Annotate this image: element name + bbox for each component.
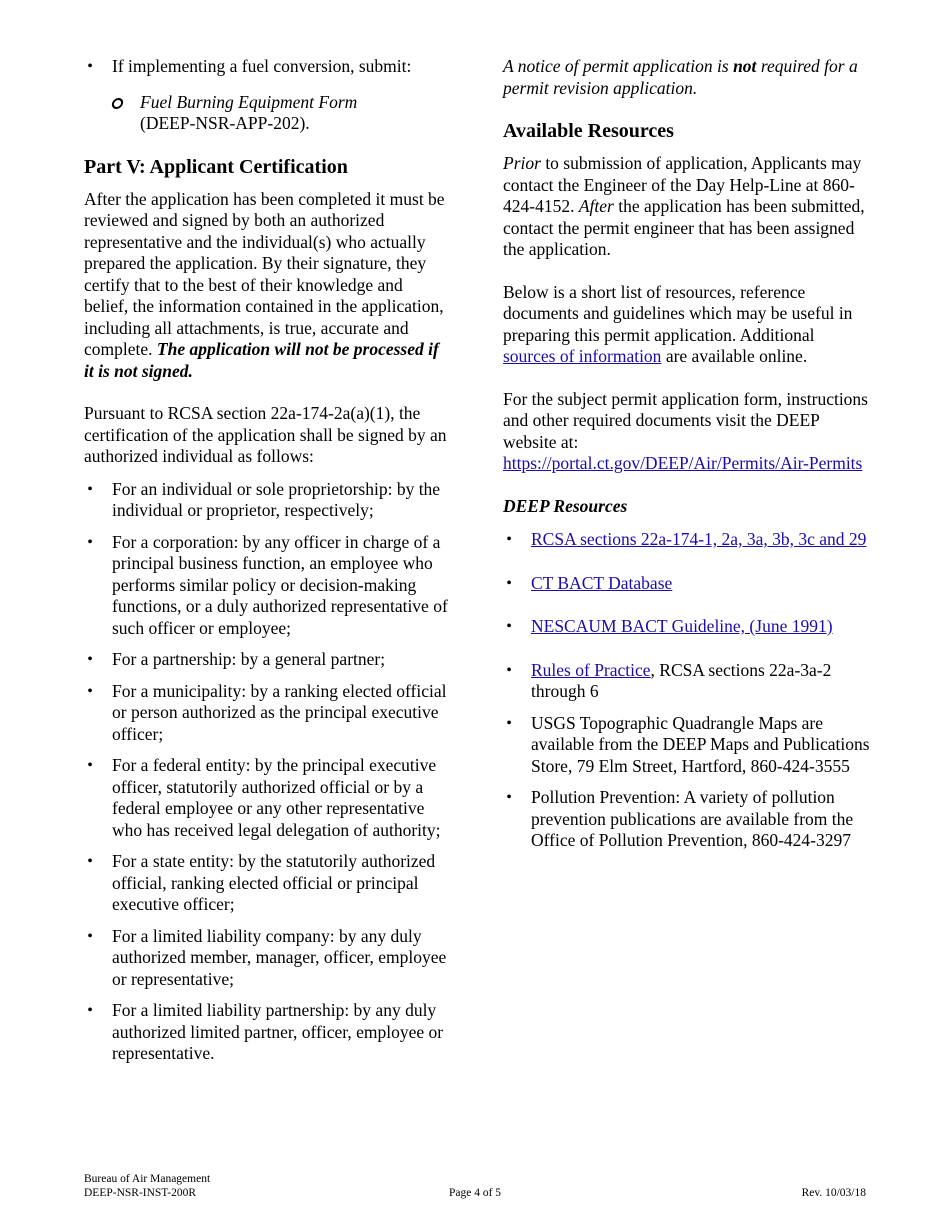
- resource-item: • Pollution Prevention: A variety of pollution prevention publications are available from the Office of Pollution Prevention, 860-424-3297: [503, 787, 871, 852]
- signer-item: • For a corporation: by any officer in charge of a principal business function, an employee who performs similar policy or decision-making functions, or a duly authorized representative of such officer or employee;: [84, 532, 449, 640]
- resource-item: • USGS Topographic Quadrangle Maps are available from the DEEP Maps and Publications Store, 79 Elm Street, Hartford, 860-424-3555: [503, 713, 871, 778]
- cert-warning: The application will not be processed if it is not signed.: [84, 339, 439, 381]
- nescaum-bact-link[interactable]: NESCAUM BACT Guideline, (June 1991): [531, 616, 833, 636]
- notice-paragraph: A notice of permit application is not required for a permit revision application.: [503, 56, 858, 98]
- deep-resources-heading: DEEP Resources: [503, 495, 628, 516]
- signer-item: • For a partnership: by a general partner;: [84, 649, 449, 671]
- bullet-icon: •: [87, 927, 93, 945]
- bullet-icon: •: [87, 651, 93, 668]
- hollow-bullet-icon: [111, 98, 124, 109]
- bullet-icon: •: [87, 58, 93, 75]
- bullet-icon: •: [87, 853, 93, 870]
- certification-paragraph: [84, 189, 449, 383]
- cert-text: After the application has been completed it must be reviewed and signed by both an authorized representative and the individual(s) who actually prepared the application. By their signature, they certify that to the best of their knowledge and belief, the information contained in the application, including all attachments, is true, accurate and complete.: [84, 188, 445, 359]
- signer-item: • For a federal entity: by the principal executive officer, statutorily authorized official or by a federal employee or any other representative who has received legal delegation of authority;: [84, 755, 449, 841]
- left-column: [84, 56, 449, 1075]
- helpline-paragraph: Prior to submission of application, Applicants may contact the Engineer of the Day Help-Line at 860-424-4152. After the application has been submitted, contact the permit engineer that has been assigned the application.: [503, 153, 865, 259]
- resource-item: [503, 573, 871, 595]
- bullet-icon: •: [506, 714, 512, 732]
- bullet-icon: •: [87, 480, 93, 498]
- fuel-form-name: Fuel Burning Equipment Form: [140, 91, 358, 112]
- bullet-icon: •: [87, 682, 93, 700]
- ct-bact-database-link[interactable]: CT BACT Database: [531, 572, 673, 593]
- fuel-conversion-text: If implementing a fuel conversion, submit:: [112, 56, 412, 76]
- footer-doc-id: DEEP-NSR-INST-200R: [84, 1186, 197, 1199]
- resource-item: • Rules of Practice, RCSA sections 22a-3a-2 through 6: [503, 660, 871, 703]
- bullet-icon: •: [506, 789, 512, 806]
- deep-website-paragraph: For the subject permit application form, instructions and other required documents visit the DEEP website at: https://portal.ct.gov/DEEP/Air/Permits/Air-Permits: [503, 388, 868, 473]
- deep-resources-list: [503, 529, 871, 852]
- right-column: [503, 56, 871, 862]
- fuel-form-code: (DEEP-NSR-APP-202).: [140, 113, 310, 133]
- fuel-conversion-item: [84, 56, 449, 78]
- signer-item: • For a state entity: by the statutorily authorized official, ranking elected official or principal executive officer;: [84, 851, 449, 916]
- bullet-icon: •: [87, 1002, 93, 1019]
- signer-item: • For a limited liability partnership: by any duly authorized limited partner, officer, employee or representative.: [84, 1000, 449, 1065]
- footer-page-number: Page 4 of 5: [448, 1187, 502, 1199]
- resource-item: [503, 616, 871, 638]
- bullet-icon: •: [506, 661, 512, 679]
- pursuant-paragraph: Pursuant to RCSA section 22a-174-2a(a)(1), the certification of the application shall be signed by an authorized individual as follows:: [84, 403, 447, 466]
- fuel-list: [84, 56, 449, 78]
- resources-intro-paragraph: Below is a short list of resources, reference documents and guidelines which may be useful in preparing this permit application. Additional sources of information are available online.: [503, 281, 853, 366]
- bullet-icon: •: [506, 574, 512, 592]
- signer-item: • For a municipality: by a ranking elected official or person authorized as the principal executive officer;: [84, 681, 449, 746]
- bullet-icon: •: [506, 531, 512, 548]
- fuel-form-subitem: [84, 92, 449, 135]
- signer-item: • For a limited liability company: by any duly authorized member, manager, officer, employee or representative;: [84, 926, 449, 991]
- signer-list: [84, 479, 449, 1065]
- rcsa-sections-link[interactable]: RCSA sections 22a-174-1, 2a, 3a, 3b, 3c and 29: [531, 529, 867, 549]
- available-resources-heading: Available Resources: [503, 120, 674, 142]
- bullet-icon: •: [87, 533, 93, 551]
- resource-item: [503, 529, 871, 551]
- footer-revision: Rev. 10/03/18: [801, 1187, 866, 1199]
- part5-heading: Part V: Applicant Certification: [84, 155, 348, 178]
- sources-of-information-link[interactable]: sources of information: [503, 346, 662, 366]
- footer-bureau: Bureau of Air Management: [84, 1173, 211, 1185]
- bullet-icon: •: [87, 757, 93, 774]
- signer-item: • For an individual or sole proprietorship: by the individual or proprietor, respectively;: [84, 479, 449, 522]
- bullet-icon: •: [506, 618, 512, 635]
- rules-of-practice-link[interactable]: Rules of Practice: [531, 659, 651, 680]
- deep-air-permits-link[interactable]: https://portal.ct.gov/DEEP/Air/Permits/Air-Permits: [503, 453, 863, 473]
